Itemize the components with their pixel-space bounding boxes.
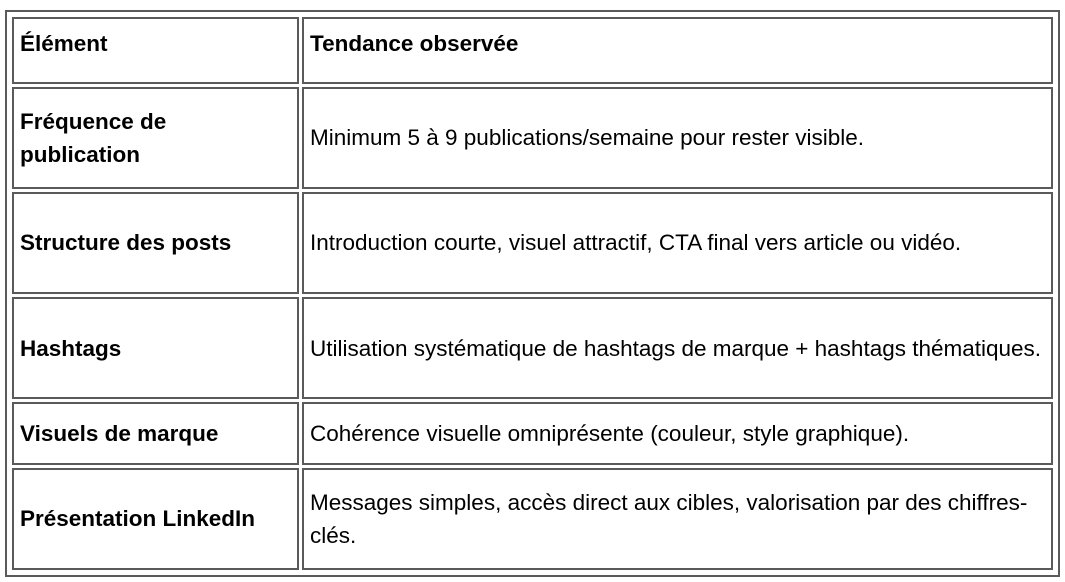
row-tendance: Utilisation systématique de hashtags de marque + hashtags thématiques. bbox=[302, 297, 1053, 399]
row-element: Structure des posts bbox=[12, 192, 299, 294]
header-element: Élément bbox=[12, 17, 299, 84]
row-tendance: Messages simples, accès direct aux cibles, valorisation par des chiffres-clés. bbox=[302, 468, 1053, 570]
row-tendance: Cohérence visuelle omniprésente (couleur, style graphique). bbox=[302, 402, 1053, 465]
table-row bbox=[12, 87, 1053, 189]
row-tendance: Minimum 5 à 9 publications/semaine pour rester visible. bbox=[302, 87, 1053, 189]
row-element: Fréquence de publication bbox=[12, 87, 299, 189]
table-header-row bbox=[12, 17, 1053, 84]
row-element: Présentation LinkedIn bbox=[12, 468, 299, 570]
trends-table bbox=[9, 14, 1056, 573]
table-row bbox=[12, 192, 1053, 294]
row-tendance: Introduction courte, visuel attractif, CTA final vers article ou vidéo. bbox=[302, 192, 1053, 294]
table-row bbox=[12, 297, 1053, 399]
row-element: Hashtags bbox=[12, 297, 299, 399]
table-row bbox=[12, 468, 1053, 570]
header-tendance: Tendance observée bbox=[302, 17, 1053, 84]
trends-table-frame bbox=[5, 10, 1060, 577]
table-row bbox=[12, 402, 1053, 465]
row-element: Visuels de marque bbox=[12, 402, 299, 465]
